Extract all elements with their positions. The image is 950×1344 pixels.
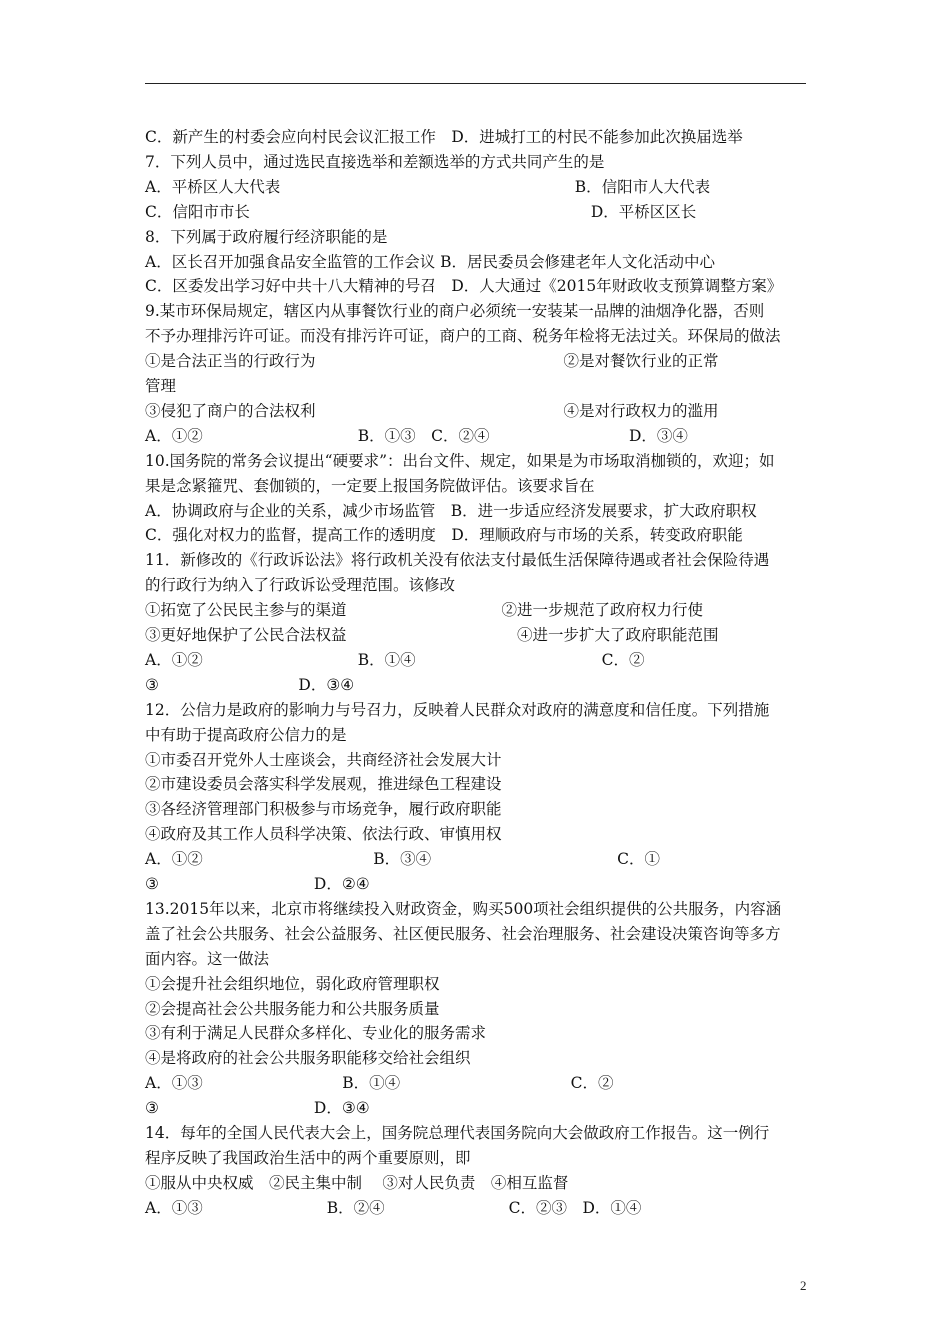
text-line: 9.某市环保局规定，辖区内从事餐饮行业的商户必须统一安装某一品牌的油烟净化器，否则 <box>145 302 765 321</box>
text-line: A．①② B．①③ C．②④ D．③④ <box>145 426 688 445</box>
text-line: ①是合法正当的行政行为 ②是对餐饮行业的正常 <box>145 352 719 371</box>
text-line: ③有利于满足人民群众多样化、专业化的服务需求 <box>145 1024 487 1043</box>
text-line: C．强化对权力的监督，提高工作的透明度 D．理顺政府与市场的关系，转变政府职能 <box>145 526 743 545</box>
text-line: ②会提高社会公共服务能力和公共服务质量 <box>145 999 440 1018</box>
text-line: 的行政行为纳入了行政诉讼受理范围。该修改 <box>145 576 456 595</box>
text-line: A．①③ B．①④ C．② <box>145 1074 614 1093</box>
text-line: C．信阳市市长 D．平桥区区长 <box>145 202 697 221</box>
text-line: A．平桥区人大代表 B．信阳市人大代表 <box>145 177 711 196</box>
text-line: ③各经济管理部门积极参与市场竞争，履行政府职能 <box>145 800 502 819</box>
text-line: 面内容。这一做法 <box>145 949 270 968</box>
text-line: 不予办理排污许可证。而没有排污许可证，商户的工商、税务年检将无法过关。环保局的做法 <box>145 327 781 346</box>
text-line: ③ D．③④ <box>145 1099 370 1118</box>
text-line: C．新产生的村委会应向村民会议汇报工作 D．进城打工的村民不能参加此次换届选举 <box>145 128 743 146</box>
text-line: 中有助于提高政府公信力的是 <box>145 725 347 744</box>
text-line: 10.国务院的常务会议提出“硬要求”：出台文件、规定，如果是为市场取消枷锁的，欢迎；如 <box>145 451 775 470</box>
text-line: 管理 <box>145 377 177 395</box>
text-line: ①拓宽了公民民主参与的渠道 ②进一步规范了政府权力行使 <box>145 601 704 620</box>
text-line: ②市建设委员会落实科学发展观，推进绿色工程建设 <box>145 775 502 794</box>
text-line: ④是将政府的社会公共服务职能移交给社会组织 <box>145 1049 471 1068</box>
text-line: A．协调政府与企业的关系，减少市场监管 B．进一步适应经济发展要求，扩大政府职权 <box>145 501 757 520</box>
text-line: ①市委召开党外人士座谈会，共商经济社会发展大计 <box>145 750 502 769</box>
text-line: A．①③ B．②④ C．②③ D．①④ <box>145 1198 642 1217</box>
text-line: 盖了社会公共服务、社会公益服务、社区便民服务、社会治理服务、社会建设决策咨询等多方 <box>145 924 781 943</box>
text-line: 14．每年的全国人民代表大会上，国务院总理代表国务院向大会做政府工作报告。这一例行 <box>145 1124 770 1142</box>
text-line: ④政府及其工作人员科学决策、依法行政、审慎用权 <box>145 825 502 844</box>
text-line: ①会提升社会组织地位，弱化政府管理职权 <box>145 974 440 993</box>
text-line: A．①② B．③④ C．① <box>145 850 660 869</box>
text-line: ③ D．③④ <box>145 675 355 694</box>
header-rule <box>145 83 806 84</box>
page-number: 2 <box>800 1278 807 1293</box>
text-line: A．①② B．①④ C．② <box>145 650 645 669</box>
text-line: 8．下列属于政府履行经济职能的是 <box>145 227 388 246</box>
text-line: ③ D．②④ <box>145 875 370 893</box>
text-line: 7．下列人员中，通过选民直接选举和差额选举的方式共同产生的是 <box>145 152 605 171</box>
text-line: ③更好地保护了公民合法权益 ④进一步扩大了政府职能范围 <box>145 626 719 644</box>
text-line: 13.2015年以来，北京市将继续投入财政资金，购买500项社会组织提供的公共服务，内容涵 <box>145 899 782 918</box>
text-line: 果是念紧箍咒、套伽锁的，一定要上报国务院做评估。该要求旨在 <box>145 476 595 495</box>
text-line: 程序反映了我国政治生活中的两个重要原则，即 <box>145 1148 471 1167</box>
text-line: 12．公信力是政府的影响力与号召力，反映着人民群众对政府的满意度和信任度。下列措施 <box>145 700 770 719</box>
text-line: A．区长召开加强食品安全监管的工作会议 B．居民委员会修建老年人文化活动中心 <box>145 252 716 271</box>
text-line: 11．新修改的《行政诉讼法》将行政机关没有依法支付最低生活保障待遇或者社会保险待遇 <box>145 551 770 570</box>
text-line: ③侵犯了商户的合法权利 ④是对行政权力的滥用 <box>145 401 719 420</box>
text-line: ①服从中央权威 ②民主集中制 ③对人民负责 ④相互监督 <box>145 1173 569 1192</box>
text-line: C．区委发出学习好中共十八大精神的号召 D．人大通过《2015年财政收支预算调整方案》 <box>145 277 783 296</box>
